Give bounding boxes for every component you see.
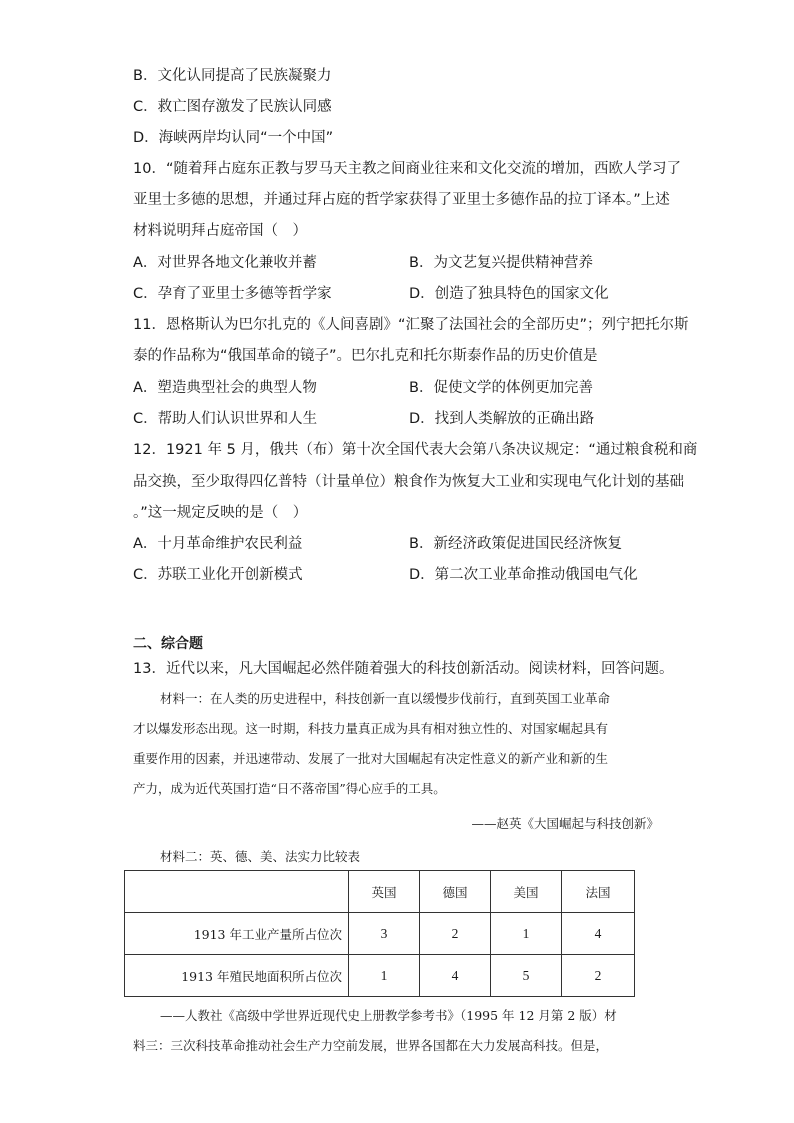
q12-stem-line1: 12．1921 年 5 月，俄共（布）第十次全国代表大会第八条决议规定：“通过粮食税和商 [133, 442, 698, 458]
material1-line3: 重要作用的因素，并迅速带动、发展了一批对大国崛起有决定性意义的新产业和新的生 [133, 751, 609, 766]
table-header-row [125, 871, 635, 913]
q12-stem-line3: 。”这一规定反映的是（ ） [133, 505, 308, 521]
table-cell: 1 [349, 955, 420, 997]
material3-line1: 料三：三次科技革命推动社会生产力空前发展，世界各国都在大力发展高科技。但是， [133, 1038, 609, 1053]
q10-stem-line2: 亚里士多德的思想，并通过拜占庭的哲学家获得了亚里士多德作品的拉丁译本。”上述 [133, 192, 670, 208]
table-cell: 2 [420, 913, 491, 955]
q10-option-b: B．为文艺复兴提供精神营养 [409, 255, 593, 271]
table-header-cell: 德国 [420, 871, 491, 913]
table-row-label: 1913 年工业产量所占位次 [125, 913, 349, 955]
table-row-label: 1913 年殖民地面积所占位次 [125, 955, 349, 997]
table-cell: 1 [491, 913, 562, 955]
q10-option-a: A．对世界各地文化兼收并蓄 [133, 255, 317, 271]
q11-stem-line2: 泰的作品称为“俄国革命的镜子”。巴尔扎克和托尔斯泰作品的历史价值是 [133, 348, 598, 364]
q11-option-c: C．帮助人们认识世界和人生 [133, 411, 318, 427]
q10-option-d: D．创造了独具特色的国家文化 [409, 286, 609, 302]
q9-option-b: B．文化认同提高了民族凝聚力 [133, 68, 332, 84]
q12-option-c: C．苏联工业化开创新模式 [133, 567, 303, 583]
q11-option-b: B．促使文学的体例更加完善 [409, 380, 593, 396]
table-header-cell: 美国 [491, 871, 562, 913]
q11-option-d: D．找到人类解放的正确出路 [409, 411, 595, 427]
q12-stem-line2: 品交换，至少取得四亿普特（计量单位）粮食作为恢复大工业和实现电气化计划的基础 [133, 474, 684, 490]
section-title: 二、综合题 [133, 636, 203, 652]
q11-option-a: A．塑造典型社会的典型人物 [133, 380, 317, 396]
q10-stem-line3: 材料说明拜占庭帝国（ ） [133, 223, 307, 239]
material2-title: 材料二：英、德、美、法实力比较表 [160, 849, 361, 864]
table-cell: 3 [349, 913, 420, 955]
q12-option-d: D．第二次工业革命推动俄国电气化 [409, 567, 638, 583]
material1-line1: 材料一：在人类的历史进程中，科技创新一直以缓慢步伐前行，直到英国工业革命 [160, 691, 611, 706]
q11-stem-line1: 11．恩格斯认为巴尔扎克的《人间喜剧》“汇聚了法国社会的全部历史”；列宁把托尔斯 [133, 317, 689, 333]
table-cell: 5 [491, 955, 562, 997]
material1-source: ——赵英《大国崛起与科技创新》 [471, 816, 659, 831]
q10-stem-line1: 10．“随着拜占庭东正教与罗马天主教之间商业往来和文化交流的增加，西欧人学习了 [133, 161, 681, 177]
table-corner-cell [125, 871, 349, 913]
material1-line2: 才以爆发形态出现。这一时期，科技力量真正成为具有相对独立性的、对国家崛起具有 [133, 721, 609, 736]
table-cell: 4 [420, 955, 491, 997]
table-row [125, 913, 635, 955]
q13-stem: 13．近代以来，凡大国崛起必然伴随着强大的科技创新活动。阅读材料，回答问题。 [133, 661, 674, 677]
q12-option-b: B．新经济政策促进国民经济恢复 [409, 536, 622, 552]
q9-option-d: D．海峡两岸均认同“一个中国” [133, 130, 334, 146]
table-header-cell: 法国 [562, 871, 635, 913]
comparison-table [124, 870, 635, 997]
q12-option-a: A．十月革命维护农民利益 [133, 536, 303, 552]
material2-source: ——人教社《高级中学世界近现代史上册教学参考书》（1995 年 12 月第 2 版）材 [160, 1008, 617, 1023]
material1-line4: 产力，成为近代英国打造“日不落帝国”得心应手的工具。 [133, 781, 446, 796]
table-header-cell: 英国 [349, 871, 420, 913]
table-cell: 4 [562, 913, 635, 955]
q10-option-c: C．孕育了亚里士多德等哲学家 [133, 286, 332, 302]
table-row [125, 955, 635, 997]
table-cell: 2 [562, 955, 635, 997]
q9-option-c: C．救亡图存激发了民族认同感 [133, 99, 332, 115]
